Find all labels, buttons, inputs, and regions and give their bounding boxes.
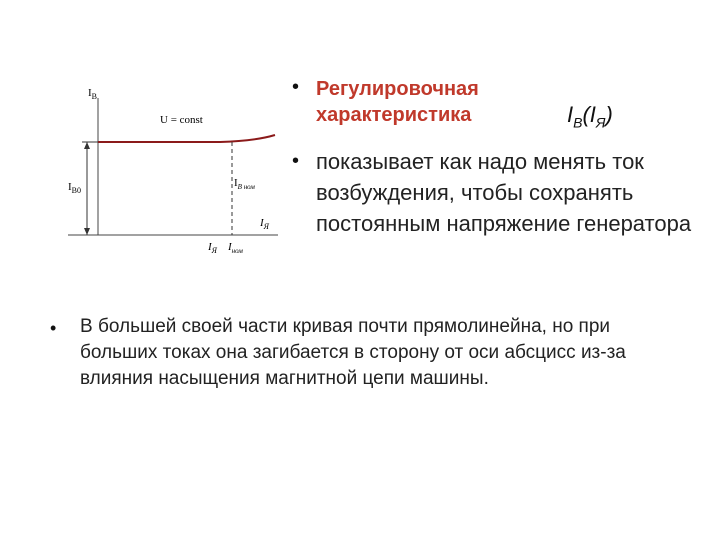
y-axis-label: $I_В$ [88,87,98,101]
ib0-arrow-top [84,142,90,149]
bullet-text: В большей своей части кривая почти прямолинейна, но при больших токах она загибается в сторону от оси абсцисс из-за влияния насыщения магнитной цепи машины. [80,316,626,389]
regulation-curve [98,135,275,142]
regulation-characteristic-diagram [60,78,290,268]
characteristic-title: Регулировочная характеристика [316,78,479,126]
bullet-text: показывает как надо менять ток возбуждения, чтобы сохранять постоянным напряжение генератора [316,149,692,236]
bullet-dot: • [50,318,57,338]
bullet-dot: • [292,76,300,98]
x-axis-label: $I_Я$ [260,217,269,231]
ibnom-label: $I_{В ном}$ [234,177,255,191]
ib0-arrow-bottom [84,228,90,235]
ib0-label: $I_{В0}$ [68,181,82,195]
bullet-dot: • [292,150,300,172]
x-tick2-label: $I_{ном}$ [228,241,243,255]
x-tick1-label: $I_Я$ [208,241,217,255]
curve-label: U = const [160,114,203,126]
formula: $I_В(I_Я)$ [567,102,613,131]
